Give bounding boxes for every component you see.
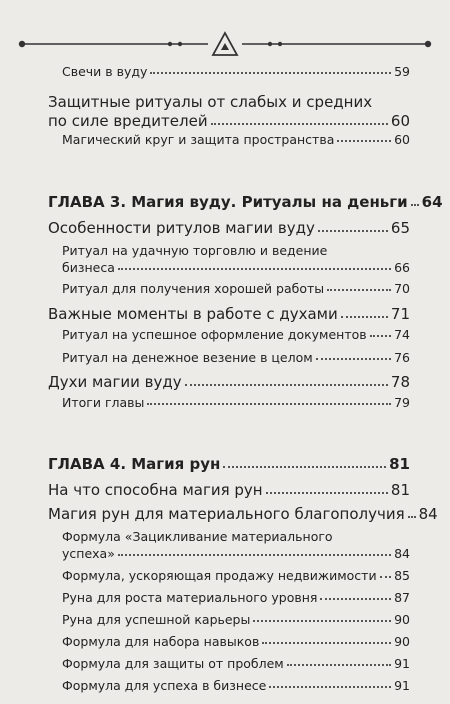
toc-entry-page: 81	[390, 481, 410, 499]
leader-dots	[316, 358, 391, 360]
toc-entry-page: 71	[390, 305, 410, 323]
leader-dots	[320, 598, 391, 600]
toc-entry-page: 84	[418, 505, 438, 523]
toc-entry-page: 90	[394, 612, 410, 627]
toc-entry	[62, 327, 410, 342]
toc-entry-label: Особенности ритулов магии вуду	[48, 219, 315, 237]
toc-entry	[62, 634, 410, 649]
toc-entry	[48, 305, 410, 323]
toc-entry-page: 64	[421, 193, 443, 211]
toc-chapter-label: ГЛАВА 3. Магия вуду. Ритуалы на деньги	[48, 193, 408, 211]
toc-entry	[62, 590, 410, 605]
toc-entry-page: 66	[394, 260, 410, 275]
toc-entry	[48, 219, 410, 237]
toc-entry-page: 87	[394, 590, 410, 605]
toc-entry-page: 81	[389, 455, 410, 473]
toc-entry-label-line1: Защитные ритуалы от слабых и средних	[48, 93, 373, 111]
toc-entry-label: Духи магии вуду	[48, 373, 182, 391]
leader-dots	[253, 620, 391, 622]
toc-entry-label-line1: Формула «Зацикливание материального	[62, 529, 333, 544]
toc-entry	[62, 568, 410, 583]
toc-entry-label: Формула для успеха в бизнесе	[62, 678, 267, 693]
leader-dots	[147, 403, 391, 405]
toc-entry-page: 79	[394, 395, 410, 410]
toc-entry	[62, 350, 410, 365]
toc-entry	[62, 656, 410, 671]
toc-entry-label-line1: Ритуал на удачную торговлю и ведение	[62, 243, 328, 258]
leader-dots	[211, 123, 388, 125]
toc-entry-page: 84	[394, 546, 410, 561]
toc-entry-label: бизнеса	[62, 260, 115, 275]
toc-entry-page: 91	[394, 656, 410, 671]
toc-entry-page: 65	[390, 219, 410, 237]
toc-entry-label: Свечи в вуду	[62, 64, 148, 79]
toc-chapter	[48, 455, 410, 473]
leader-dots	[411, 204, 419, 206]
leader-dots	[408, 516, 416, 518]
toc-entry-label: Итоги главы	[62, 395, 145, 410]
toc-entry	[62, 260, 410, 275]
toc-entry-page: 59	[394, 64, 410, 79]
toc-entry	[62, 281, 410, 296]
toc-entry	[62, 678, 410, 693]
leader-dots	[327, 289, 391, 291]
leader-dots	[223, 466, 386, 468]
toc-entry-page: 85	[394, 568, 410, 583]
toc-entry	[48, 481, 410, 499]
toc-entry	[62, 64, 410, 79]
leader-dots	[269, 686, 391, 688]
toc-entry-label: На что способна магия рун	[48, 481, 263, 499]
toc-entry-label: Формула для набора навыков	[62, 634, 260, 649]
toc-entry-label: Ритуал для получения хорошей работы	[62, 281, 325, 296]
leader-dots	[370, 335, 391, 337]
leader-dots	[318, 230, 388, 232]
toc-entry-label: Руна для роста материального уровня	[62, 590, 318, 605]
toc-entry-label: Ритуал на успешное оформление документов	[62, 327, 367, 342]
toc-entry-page: 78	[390, 373, 410, 391]
toc-entry-page: 90	[394, 634, 410, 649]
leader-dots	[337, 140, 391, 142]
toc-entry	[62, 395, 410, 410]
toc-chapter-label: ГЛАВА 4. Магия рун	[48, 455, 221, 473]
leader-dots	[150, 72, 391, 74]
toc-entry-label: по силе вредителей	[48, 112, 208, 130]
toc-entry-label: Формула, ускоряющая продажу недвижимости	[62, 568, 377, 583]
toc-entry-page: 91	[394, 678, 410, 693]
leader-dots	[118, 554, 391, 556]
leader-dots	[266, 492, 388, 494]
toc-entry-page: 60	[394, 132, 410, 147]
toc-entry	[62, 132, 410, 147]
toc-entry-page: 60	[390, 112, 410, 130]
toc-entry-label: Магический круг и защита пространства	[62, 132, 335, 147]
toc-entry-page: 70	[394, 281, 410, 296]
toc-entry-label: успеха»	[62, 546, 115, 561]
leader-dots	[287, 664, 391, 666]
toc-entry-label: Формула для защиты от проблем	[62, 656, 284, 671]
toc-entry-label: Ритуал на денежное везение в целом	[62, 350, 313, 365]
toc-entry	[48, 505, 438, 523]
toc-entry	[48, 373, 410, 391]
toc-entry	[62, 612, 410, 627]
toc-entry-page: 76	[394, 350, 410, 365]
toc-entry	[62, 546, 410, 561]
leader-dots	[380, 576, 392, 578]
leader-dots	[341, 316, 388, 318]
leader-dots	[262, 642, 391, 644]
leader-dots	[118, 268, 391, 270]
toc-entry-label: Магия рун для материального благополучия	[48, 505, 405, 523]
toc-entry-label: Руна для успешной карьеры	[62, 612, 251, 627]
toc-entry	[48, 112, 410, 130]
toc-entry-page: 74	[394, 327, 410, 342]
toc-chapter	[48, 193, 443, 211]
toc-entry-label: Важные моменты в работе с духами	[48, 305, 338, 323]
leader-dots	[185, 384, 388, 386]
